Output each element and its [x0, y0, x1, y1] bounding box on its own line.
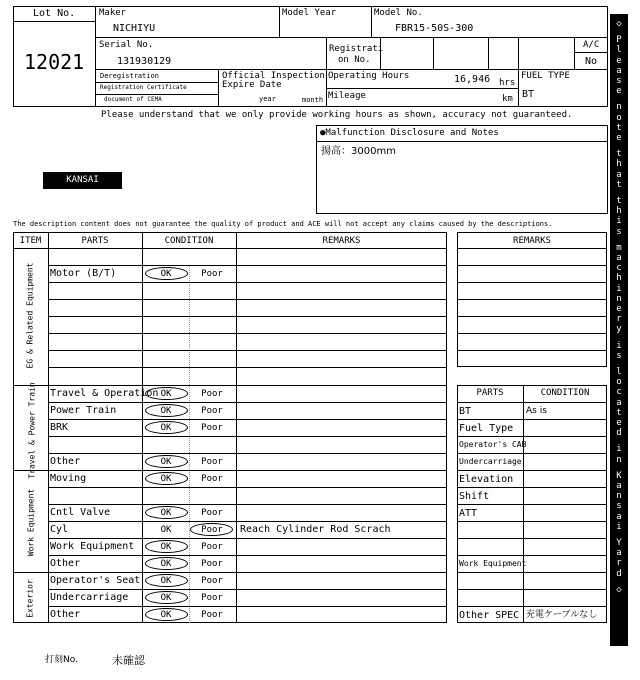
- rule-line: [48, 402, 447, 403]
- condition-ok: OK: [160, 576, 172, 586]
- inspection-label: Official Inspection: [222, 71, 325, 81]
- condition-ok: OK: [160, 389, 172, 399]
- condition-ok: OK: [160, 542, 172, 552]
- rule-line: [457, 248, 607, 249]
- malfunction-text: 揚高：3000mm: [321, 146, 396, 157]
- group-travel: Travel & Power Train: [27, 382, 37, 479]
- rule-line: [236, 232, 237, 623]
- rule-line: [48, 521, 447, 522]
- part-label: Cyl: [50, 524, 69, 535]
- mileage-unit: km: [502, 94, 513, 104]
- inspection-year: year: [259, 95, 276, 103]
- sidebar-char: l: [616, 367, 622, 377]
- model-no-label: Model No.: [374, 8, 423, 18]
- disclaimer: The description content does not guarantee the quality of product and ACE will not accept any claims caused by the descriptions.: [13, 220, 553, 228]
- header-remarks-right: REMARKS: [513, 236, 551, 246]
- part-label: Other: [50, 609, 81, 620]
- condition-poor: Poor: [201, 423, 223, 433]
- spec-part-label: Work Equipment: [459, 559, 527, 568]
- inspection-label-2: Expire Date: [222, 80, 282, 90]
- rule-line: [48, 265, 447, 266]
- inspection-month: month: [302, 96, 324, 104]
- part-label: Cntl Valve: [50, 507, 111, 518]
- spec-part-label: ATT: [459, 508, 478, 519]
- rule-line: [457, 282, 607, 283]
- condition-poor: Poor: [201, 406, 223, 416]
- group-eg: EG & Related Equipment: [25, 262, 35, 369]
- rule-line: [457, 470, 607, 471]
- rule-line: [457, 487, 607, 488]
- ok-selected-mark: [145, 387, 188, 400]
- sidebar-char: ◇: [616, 19, 622, 29]
- ok-selected-mark: [145, 421, 188, 434]
- rule-line: [48, 232, 49, 623]
- rule-line: [48, 606, 447, 607]
- cema-document: document of CEMA: [104, 96, 162, 103]
- sidebar-char: Y: [616, 538, 622, 548]
- hours-unit: hrs: [499, 78, 516, 88]
- rule-line: [457, 606, 607, 607]
- fuel-value: BT: [522, 89, 535, 100]
- condition-ok: OK: [160, 508, 172, 518]
- sidebar-char: n: [616, 454, 622, 465]
- sidebar-char: r: [616, 558, 622, 569]
- location-notice-bar: [610, 14, 628, 646]
- sidebar-char: o: [616, 377, 622, 388]
- fuel-label: FUEL TYPE: [521, 71, 570, 81]
- spec-part-label: Undercarriage: [459, 457, 522, 466]
- ok-selected-mark: [145, 404, 188, 417]
- spec-part-label: Other SPEC: [459, 610, 520, 621]
- rule-line: [48, 453, 447, 454]
- rule-line: [457, 299, 607, 300]
- region-label: KANSAI: [66, 175, 99, 185]
- condition-ok: OK: [160, 593, 172, 603]
- condition-poor: Poor: [201, 508, 223, 518]
- rule-line: [457, 402, 607, 403]
- sidebar-char: h: [616, 206, 622, 217]
- part-label: Work Equipment: [50, 541, 135, 552]
- condition-ok: OK: [160, 474, 172, 484]
- sidebar-char: s: [616, 501, 622, 512]
- sidebar-char: ◇: [616, 584, 622, 595]
- sidebar-char: t: [616, 196, 622, 206]
- sidebar-char: i: [616, 216, 622, 227]
- sidebar-char: i: [616, 283, 622, 294]
- condition-poor: Poor: [201, 525, 223, 535]
- sidebar-char: t: [616, 149, 622, 160]
- condition-poor: Poor: [201, 593, 223, 603]
- rule-line: [457, 555, 607, 556]
- part-label: Operator's Seat: [50, 575, 141, 586]
- rule-line: [13, 385, 447, 386]
- rule-line: [457, 521, 607, 522]
- rule-line: [189, 265, 190, 623]
- registration-label: Registrati: [329, 44, 384, 54]
- rule-line: [457, 504, 607, 505]
- header-condition: CONDITION: [164, 236, 214, 246]
- rule-line: [48, 555, 447, 556]
- sidebar-char: n: [616, 102, 622, 113]
- part-label: BRK: [50, 422, 69, 433]
- spec-header-condition: CONDITION: [540, 388, 590, 398]
- hours-notice: Please understand that we only provide working hours as shown, accuracy not guaranteed.: [101, 110, 573, 120]
- rule-line: [457, 333, 607, 334]
- sidebar-char: i: [616, 444, 622, 455]
- ok-selected-mark: [145, 608, 188, 621]
- sidebar-char: e: [616, 55, 622, 66]
- rule-line: [457, 453, 607, 454]
- sidebar-char: t: [616, 122, 622, 133]
- rule-line: [48, 504, 447, 505]
- condition-ok: OK: [160, 610, 172, 620]
- rule-line: [48, 419, 447, 420]
- sidebar-char: h: [616, 159, 622, 170]
- ok-selected-mark: [145, 472, 188, 485]
- rule-line: [457, 589, 607, 590]
- remark-text: Reach Cylinder Rod Scrach: [240, 524, 391, 535]
- stamp-value: 未確認: [112, 654, 145, 667]
- rule-line: [457, 350, 607, 351]
- rule-line: [457, 316, 607, 317]
- rule-line: [48, 333, 447, 334]
- condition-poor: Poor: [201, 610, 223, 620]
- condition-ok: OK: [160, 525, 172, 535]
- part-label: Other: [50, 456, 81, 467]
- sidebar-char: a: [616, 548, 622, 559]
- ok-selected-mark: [145, 540, 188, 553]
- rule-line: [48, 538, 447, 539]
- sidebar-char: a: [616, 481, 622, 491]
- rule-line: [457, 419, 607, 420]
- rule-line: [48, 282, 447, 283]
- ok-selected-mark: [145, 591, 188, 604]
- mileage-label: Mileage: [328, 91, 366, 101]
- sidebar-char: a: [616, 65, 622, 76]
- sidebar-char: P: [616, 35, 622, 46]
- hours-value: 16,946: [454, 74, 491, 85]
- sidebar-char: c: [616, 387, 622, 398]
- model-year-label: Model Year: [282, 8, 337, 18]
- rule-line: [457, 538, 607, 539]
- condition-ok: OK: [160, 406, 172, 416]
- sidebar-char: m: [616, 242, 622, 253]
- header-remarks: REMARKS: [322, 236, 361, 246]
- ok-selected-mark: [145, 506, 188, 519]
- condition-ok: OK: [160, 559, 172, 569]
- rule-line: [13, 248, 447, 249]
- sidebar-char: y: [616, 324, 622, 335]
- sidebar-char: i: [616, 521, 622, 532]
- sidebar-char: e: [616, 86, 622, 97]
- lot-number: 12021: [24, 50, 85, 74]
- sidebar-char: e: [616, 133, 622, 143]
- part-label: Other: [50, 558, 81, 569]
- sidebar-char: s: [616, 226, 622, 237]
- malfunction-box: [316, 125, 608, 214]
- spec-condition-value: As is: [526, 406, 547, 416]
- sidebar-char: e: [616, 304, 622, 314]
- ac-label: A/C: [583, 40, 600, 50]
- condition-poor: Poor: [201, 269, 223, 279]
- group-exterior: Exterior: [25, 579, 35, 618]
- rule-line: [48, 316, 447, 317]
- spec-header-parts: PARTS: [476, 388, 504, 398]
- stamp-label: 打刻No.: [45, 655, 78, 665]
- deregistration-label: Deregistration: [100, 72, 160, 80]
- ok-selected-mark: [145, 557, 188, 570]
- sidebar-char: s: [616, 350, 622, 361]
- sidebar-char: n: [616, 491, 622, 502]
- condition-poor: Poor: [201, 389, 223, 399]
- rule-line: [48, 589, 447, 590]
- registration-label-2: on No.: [338, 55, 371, 65]
- sidebar-char: a: [616, 169, 622, 180]
- part-label: Power Train: [50, 405, 117, 416]
- rule-line: [457, 572, 607, 573]
- rule-line: [48, 350, 447, 351]
- poor-selected-mark: [190, 523, 233, 536]
- sidebar-char: d: [616, 568, 622, 579]
- condition-poor: Poor: [201, 576, 223, 586]
- part-label: Travel & Operation: [50, 388, 159, 399]
- rule-line: [457, 436, 607, 437]
- part-label: Moving: [50, 473, 87, 484]
- model-no-value: FBR15-50S-300: [395, 23, 474, 34]
- sidebar-char: a: [616, 253, 622, 263]
- maker-label: Maker: [99, 8, 127, 18]
- ok-selected-mark: [145, 267, 188, 280]
- registration-certificate: Registration Certificate: [100, 84, 187, 91]
- spec-part-label: Fuel Type: [459, 423, 514, 434]
- spec-part-label: Elevation: [459, 474, 514, 485]
- serial-value: 131930129: [117, 56, 172, 67]
- rule-line: [48, 367, 447, 368]
- condition-poor: Poor: [201, 474, 223, 484]
- sidebar-char: t: [616, 407, 622, 418]
- rule-line: [48, 299, 447, 300]
- sidebar-char: r: [616, 314, 622, 325]
- condition-poor: Poor: [201, 457, 223, 467]
- part-label: Motor (B/T): [50, 268, 117, 279]
- malfunction-title: ●Malfunction Disclosure and Notes: [320, 128, 499, 138]
- hours-label: Operating Hours: [328, 71, 410, 81]
- spec-part-label: Shift: [459, 491, 490, 502]
- ok-selected-mark: [145, 455, 188, 468]
- sidebar-char: n: [616, 293, 622, 304]
- condition-ok: OK: [160, 423, 172, 433]
- ok-selected-mark: [145, 574, 188, 587]
- part-label: Undercarriage: [50, 592, 129, 603]
- sidebar-char: d: [616, 428, 622, 439]
- rule-line: [142, 232, 143, 623]
- rule-line: [48, 436, 447, 437]
- condition-poor: Poor: [201, 559, 223, 569]
- header-item: ITEM: [19, 236, 42, 246]
- sidebar-char: a: [616, 511, 622, 522]
- rule-line: [13, 572, 447, 573]
- sidebar-char: l: [616, 45, 622, 56]
- sidebar-char: t: [616, 179, 622, 190]
- sidebar-char: K: [616, 470, 622, 481]
- rule-line: [48, 487, 447, 488]
- sidebar-char: o: [616, 112, 622, 123]
- spec-part-label: Operator's CAB: [459, 440, 527, 449]
- group-work: Work Equipment: [26, 488, 36, 557]
- header-parts: PARTS: [81, 236, 109, 246]
- spec-part-label: BT: [459, 406, 472, 417]
- sidebar-char: a: [616, 397, 622, 408]
- condition-ok: OK: [160, 269, 172, 279]
- spec-condition-value: 充電ケーブルなし: [526, 610, 598, 620]
- serial-label: Serial No.: [99, 40, 154, 50]
- sidebar-char: s: [616, 76, 622, 86]
- sidebar-char: e: [616, 418, 622, 428]
- rule-line: [457, 265, 607, 266]
- lot-label: Lot No.: [33, 8, 76, 19]
- sidebar-char: c: [616, 263, 622, 274]
- maker-value: NICHIYU: [113, 23, 156, 34]
- condition-poor: Poor: [201, 542, 223, 552]
- ac-value: No: [585, 56, 598, 67]
- sidebar-char: h: [616, 273, 622, 284]
- sidebar-char: i: [616, 340, 622, 351]
- rule-line: [13, 470, 447, 471]
- condition-ok: OK: [160, 457, 172, 467]
